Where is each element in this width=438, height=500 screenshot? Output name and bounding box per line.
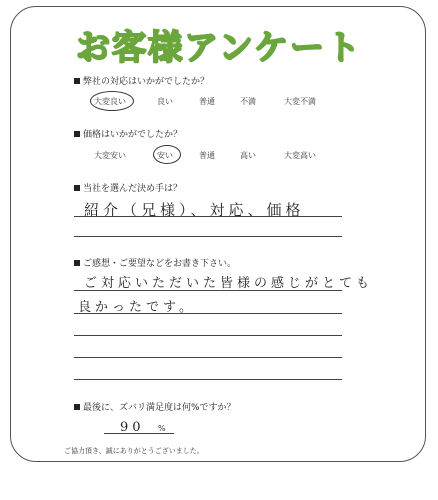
option-price-2[interactable]: 安い (157, 151, 173, 160)
option-service-1[interactable]: 大変良い (94, 97, 126, 106)
bullet-square-icon (74, 260, 80, 266)
bullet-square-icon (74, 78, 80, 84)
question-price-text: 価格はいかがでしたか？ (83, 130, 183, 140)
answer-satisfaction-value: 90 (120, 420, 145, 435)
selection-circle-service (90, 91, 134, 111)
question-comments (74, 256, 236, 269)
question-satisfaction (74, 400, 236, 413)
answer-line (74, 357, 342, 358)
survey-title: お客様アンケート (76, 28, 362, 68)
answer-line (74, 379, 342, 380)
question-service-text: 弊社の対応はいかがでしたか？ (83, 77, 210, 87)
answer-comments-line1: ご対応いただいた皆様の感じがとても (84, 276, 374, 291)
bullet-square-icon (74, 185, 80, 191)
option-service-2[interactable]: 良い (157, 97, 173, 106)
answer-line (74, 313, 342, 314)
answer-line (74, 290, 342, 291)
question-price (74, 127, 182, 140)
bullet-square-icon (74, 131, 80, 137)
option-price-4[interactable]: 高い (240, 151, 256, 160)
answer-line (74, 216, 342, 217)
survey-card (10, 6, 426, 462)
question-reason-text: 当社を選んだ決め手は？ (83, 184, 183, 194)
option-service-5[interactable]: 大変不満 (284, 97, 316, 106)
option-service-4[interactable]: 不満 (240, 97, 256, 106)
answer-satisfaction-unit: % (158, 424, 166, 433)
option-price-1[interactable]: 大変安い (94, 151, 126, 160)
question-comments-text: ご感想・ご要望などをお書き下さい。 (83, 259, 237, 269)
question-satisfaction-text: 最後に、ズバリ満足度は何%ですか？ (83, 403, 236, 413)
answer-line (74, 335, 342, 336)
option-service-3[interactable]: 普通 (199, 97, 215, 106)
footer-thanks: ご協力頂き、誠にありがとうございました。 (64, 447, 204, 455)
answer-reason: 紹介（兄様）、対応、価格 (84, 201, 305, 219)
question-service (74, 74, 209, 87)
answer-comments-line2: 良かったです。 (78, 300, 196, 315)
answer-line (74, 236, 342, 237)
question-reason (74, 181, 182, 194)
option-price-5[interactable]: 大変高い (284, 151, 316, 160)
selection-circle-price (153, 145, 181, 164)
bullet-square-icon (74, 404, 80, 410)
option-price-3[interactable]: 普通 (199, 151, 215, 160)
answer-line (104, 433, 174, 434)
